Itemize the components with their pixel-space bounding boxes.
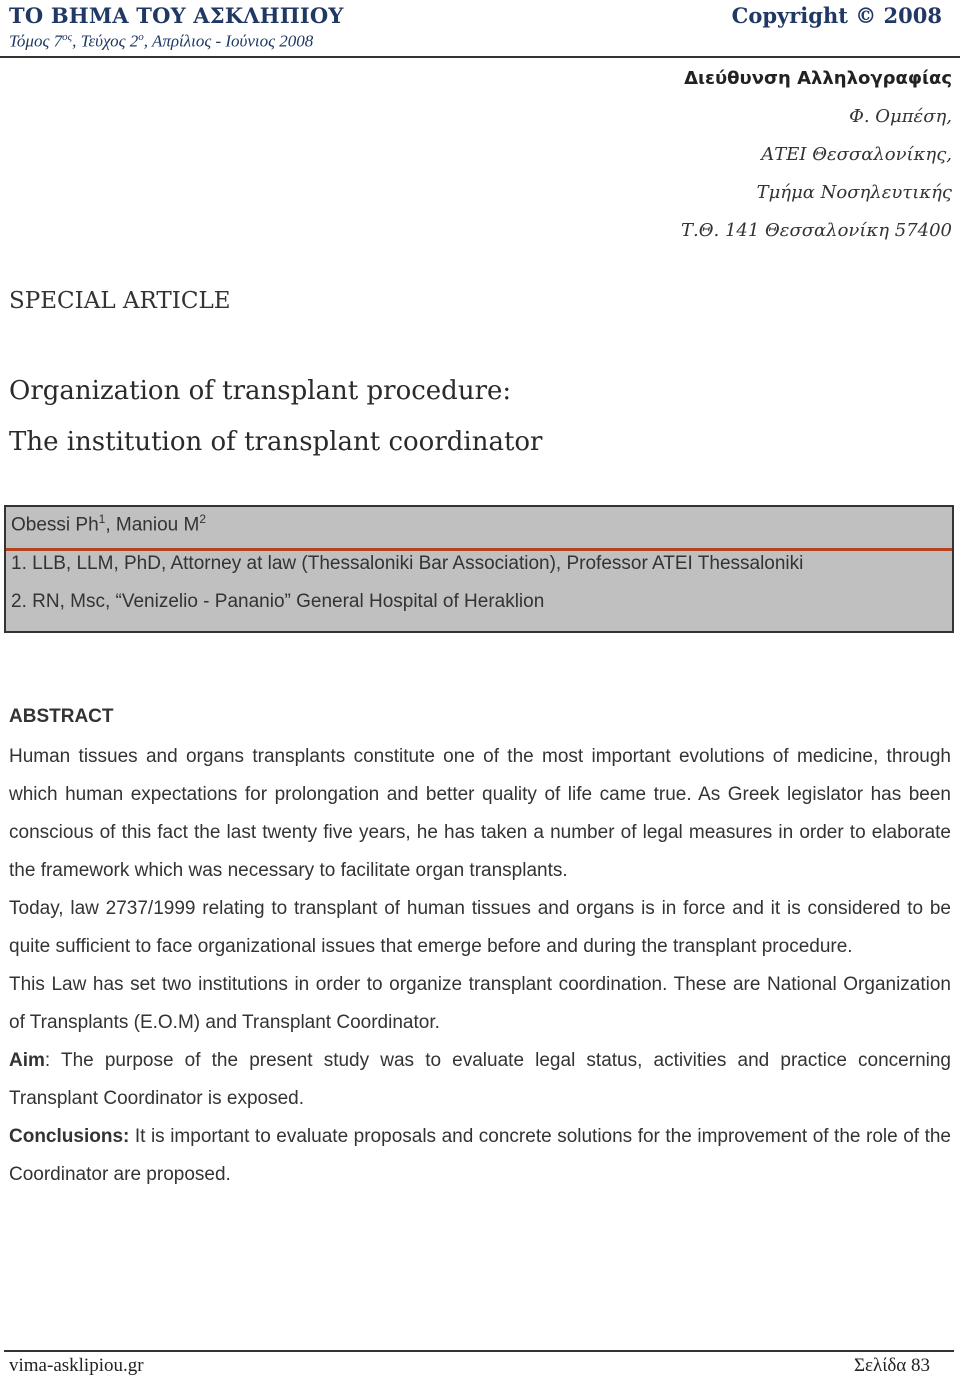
conclusions-label: Conclusions: [9, 1126, 130, 1147]
page-header [0, 0, 960, 56]
footer-site: vima-asklipiou.gr [9, 1355, 144, 1376]
issue-volume-sup: ος [62, 31, 73, 43]
abstract-paragraph: Today, law 2737/1999 relating to transplant of human tissues and organs is in force and it is considered to be quite sufficient to face organizational issues that emerge before and during the transplant procedure. [9, 898, 951, 957]
copyright-notice: Copyright © 2008 [731, 3, 942, 28]
author-affil-sup: 1 [98, 512, 106, 526]
author-name: Obessi Ph [11, 514, 99, 536]
issue-number-sup: ο [138, 31, 144, 43]
issue-number: , Τεύχος 2 [72, 31, 139, 51]
conclusions-text: It is important to evaluate proposals and concrete solutions for the improvement of the role of the Coordinator are proposed. [9, 1126, 951, 1185]
affiliation: 1. LLB, LLM, PhD, Attorney at law (Thessaloniki Bar Association), Professor ATEI Thessaloniki [11, 553, 804, 574]
abstract-conclusions [9, 1118, 951, 1194]
correspondence-line: ΑΤΕΙ Θεσσαλονίκης, [761, 144, 952, 165]
article-title [9, 366, 542, 468]
article-title-line: Organization of transplant procedure: [9, 376, 512, 406]
correspondence-line: Τ.Θ. 141 Θεσσαλονίκη 57400 [681, 220, 952, 241]
author-affil-sup: 2 [199, 512, 207, 526]
journal-title: ΤΟ ΒΗΜΑ ΤΟΥ ΑΣΚΛΗΠΙΟΥ [9, 3, 344, 28]
article-title-line: The institution of transplant coordinator [9, 427, 543, 457]
issue-info [9, 31, 313, 52]
abstract-paragraph: Human tissues and organs transplants constitute one of the most important evolutions of medicine, through which human expectations for prolongation and better quality of life came true. As Greek legislator has been conscious of this fact the last twenty five years, he has taken a number of legal measures in order to elaborate the framework which was necessary to facilitate organ transplants. [9, 746, 951, 881]
footer-divider [4, 1350, 954, 1352]
abstract-heading: ABSTRACT [9, 706, 114, 727]
author-separator: , [105, 514, 116, 536]
correspondence-block [681, 60, 952, 250]
author-divider [6, 548, 952, 551]
header-divider [0, 56, 960, 58]
aim-label: Aim [9, 1050, 45, 1071]
article-type: SPECIAL ARTICLE [9, 288, 231, 314]
issue-volume: Τόμος 7 [9, 31, 63, 51]
aim-text: : The purpose of the present study was to evaluate legal status, activities and practice concerning Transplant Coordinator is exposed. [9, 1050, 951, 1109]
correspondence-line: Τμήμα Νοσηλευτικής [756, 182, 952, 203]
correspondence-heading: Διεύθυνση Αλληλογραφίας [684, 68, 952, 89]
correspondence-line: Φ. Ομπέση, [849, 106, 952, 127]
author-names [11, 512, 206, 536]
author-name: Maniou M [115, 514, 200, 536]
author-box [4, 505, 954, 633]
abstract-aim [9, 1042, 951, 1118]
footer-page-number: Σελίδα 83 [853, 1355, 930, 1376]
abstract-paragraph: This Law has set two institutions in order to organize transplant coordination. These are National Organization of Transplants (E.O.M) and Transplant Coordinator. [9, 974, 951, 1033]
issue-date: , Απρίλιος - Ιούνιος 2008 [143, 31, 314, 51]
abstract-section [9, 700, 951, 1194]
affiliation: 2. RN, Msc, “Venizelio - Pananio” General Hospital of Heraklion [11, 591, 545, 612]
